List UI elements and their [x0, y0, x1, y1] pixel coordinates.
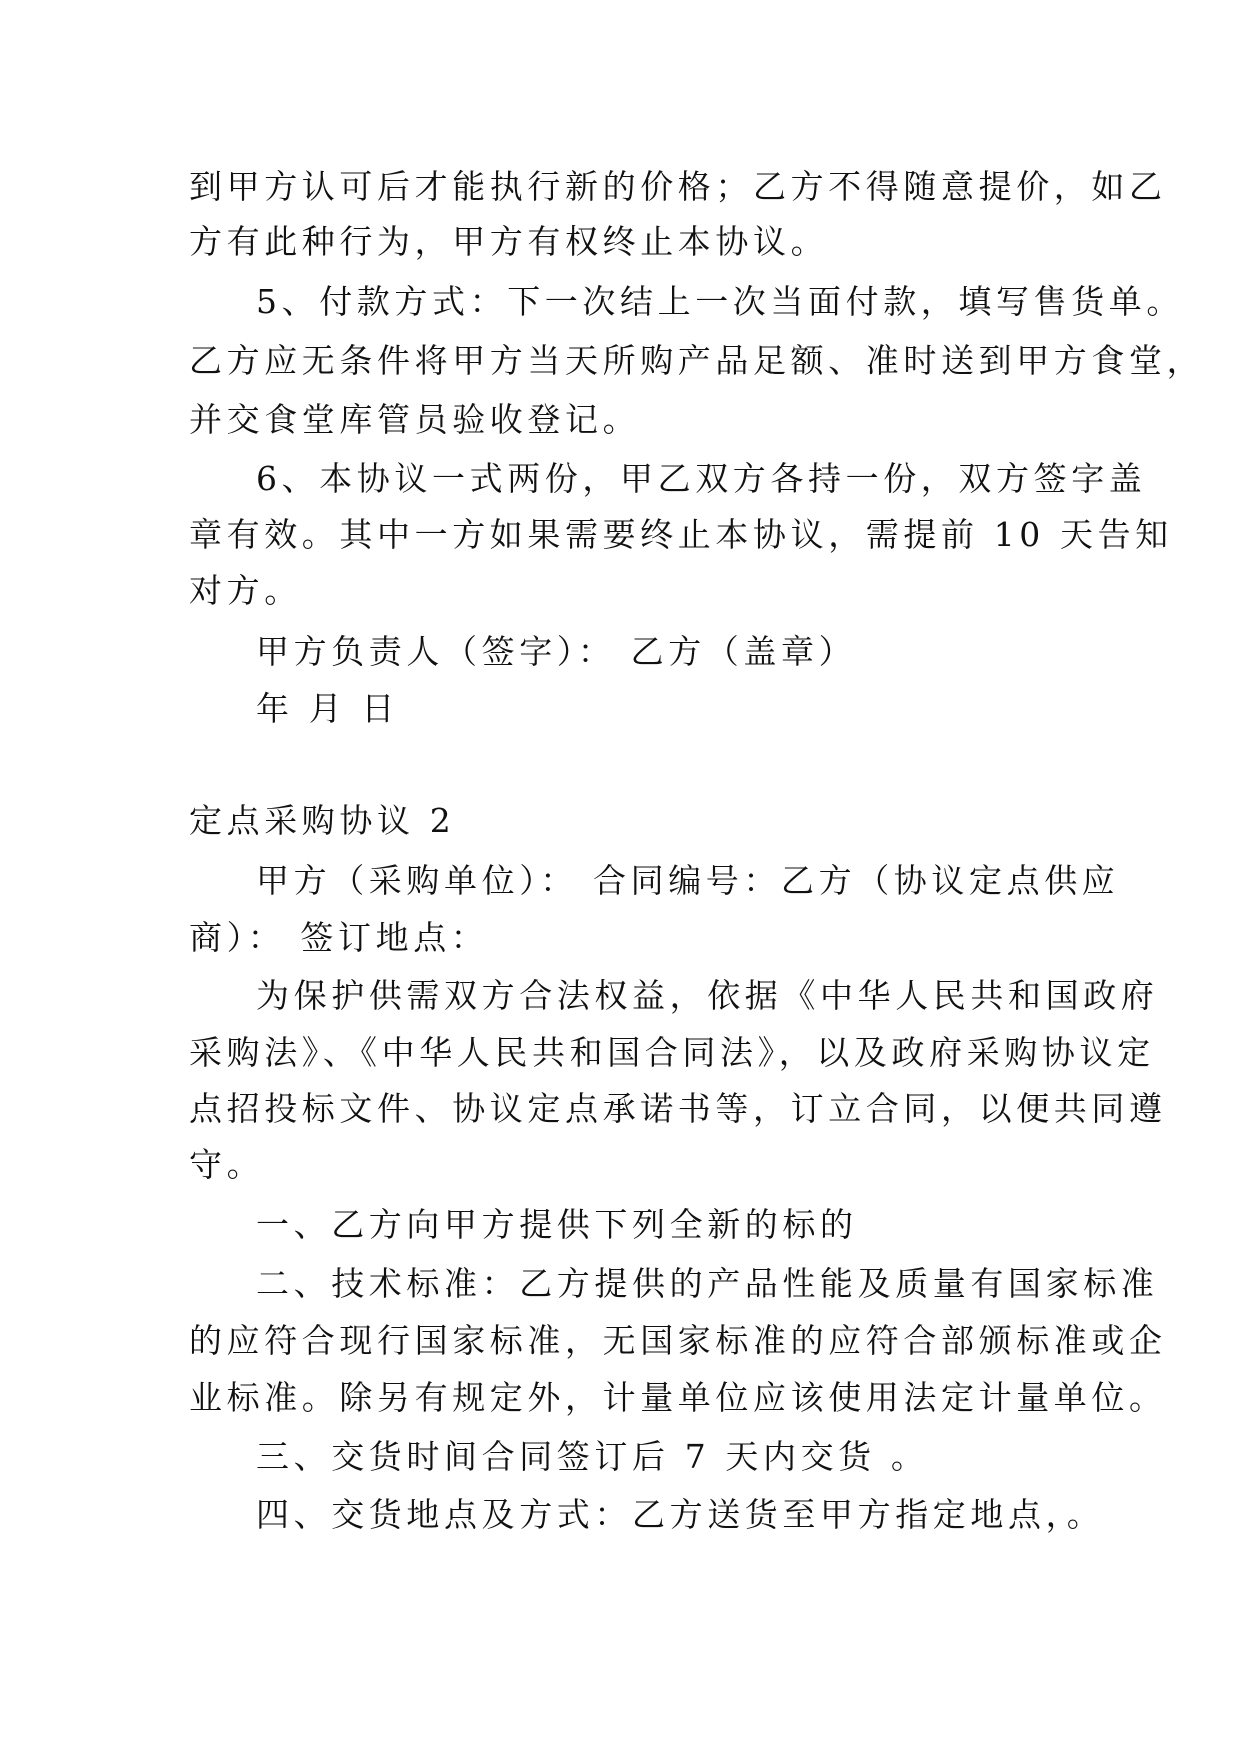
- paragraph-line: 甲方（采购单位）： 合同编号：乙方（协议定点供应: [256, 861, 1120, 900]
- paragraph-line: 6、本协议一式两份，甲乙双方各持一份，双方签字盖: [256, 459, 1147, 498]
- date-line: 年 月 日: [256, 689, 399, 728]
- paragraph-line: 采购法》、《中华人民共和国合同法》，以及政府采购协议定: [189, 1033, 1155, 1072]
- paragraph-line: 方有此种行为，甲方有权终止本协议。: [189, 222, 829, 261]
- paragraph-line: 商）： 签订地点：: [189, 918, 489, 957]
- paragraph-line: 点招投标文件、协议定点承诺书等，订立合同，以便共同遵: [189, 1089, 1167, 1128]
- paragraph-line: 到甲方认可后才能执行新的价格；乙方不得随意提价，如乙: [189, 167, 1167, 206]
- paragraph-line: 守。: [189, 1145, 265, 1184]
- section-title: 定点采购协议 2: [189, 801, 456, 840]
- paragraph-line: 为保护供需双方合法权益，依据《中华人民共和国政府: [256, 976, 1159, 1015]
- paragraph-line: 二、技术标准：乙方提供的产品性能及质量有国家标准: [256, 1264, 1159, 1303]
- signature-line: 甲方负责人（签字）： 乙方（盖章）: [256, 632, 857, 671]
- paragraph-line: 一、乙方向甲方提供下列全新的标的: [256, 1205, 858, 1244]
- paragraph-line: 三、交货时间合同签订后 7 天内交货 。: [256, 1437, 929, 1476]
- paragraph-line: 5、付款方式：下一次结上一次当面付款，填写售货单。: [256, 282, 1184, 321]
- paragraph-line: 四、交货地点及方式：乙方送货至甲方指定地点，。: [256, 1495, 1105, 1534]
- paragraph-line: 的应符合现行国家标准，无国家标准的应符合部颁标准或企: [189, 1321, 1167, 1360]
- paragraph-line: 并交食堂库管员验收登记。: [189, 400, 641, 439]
- paragraph-line: 业标准。除另有规定外，计量单位应该使用法定计量单位。: [189, 1378, 1167, 1417]
- paragraph-line: 章有效。其中一方如果需要终止本协议，需提前 10 天告知: [189, 515, 1173, 554]
- paragraph-line: 对方。: [189, 571, 302, 610]
- paragraph-line: 乙方应无条件将甲方当天所购产品足额、准时送到甲方食堂，: [189, 341, 1205, 380]
